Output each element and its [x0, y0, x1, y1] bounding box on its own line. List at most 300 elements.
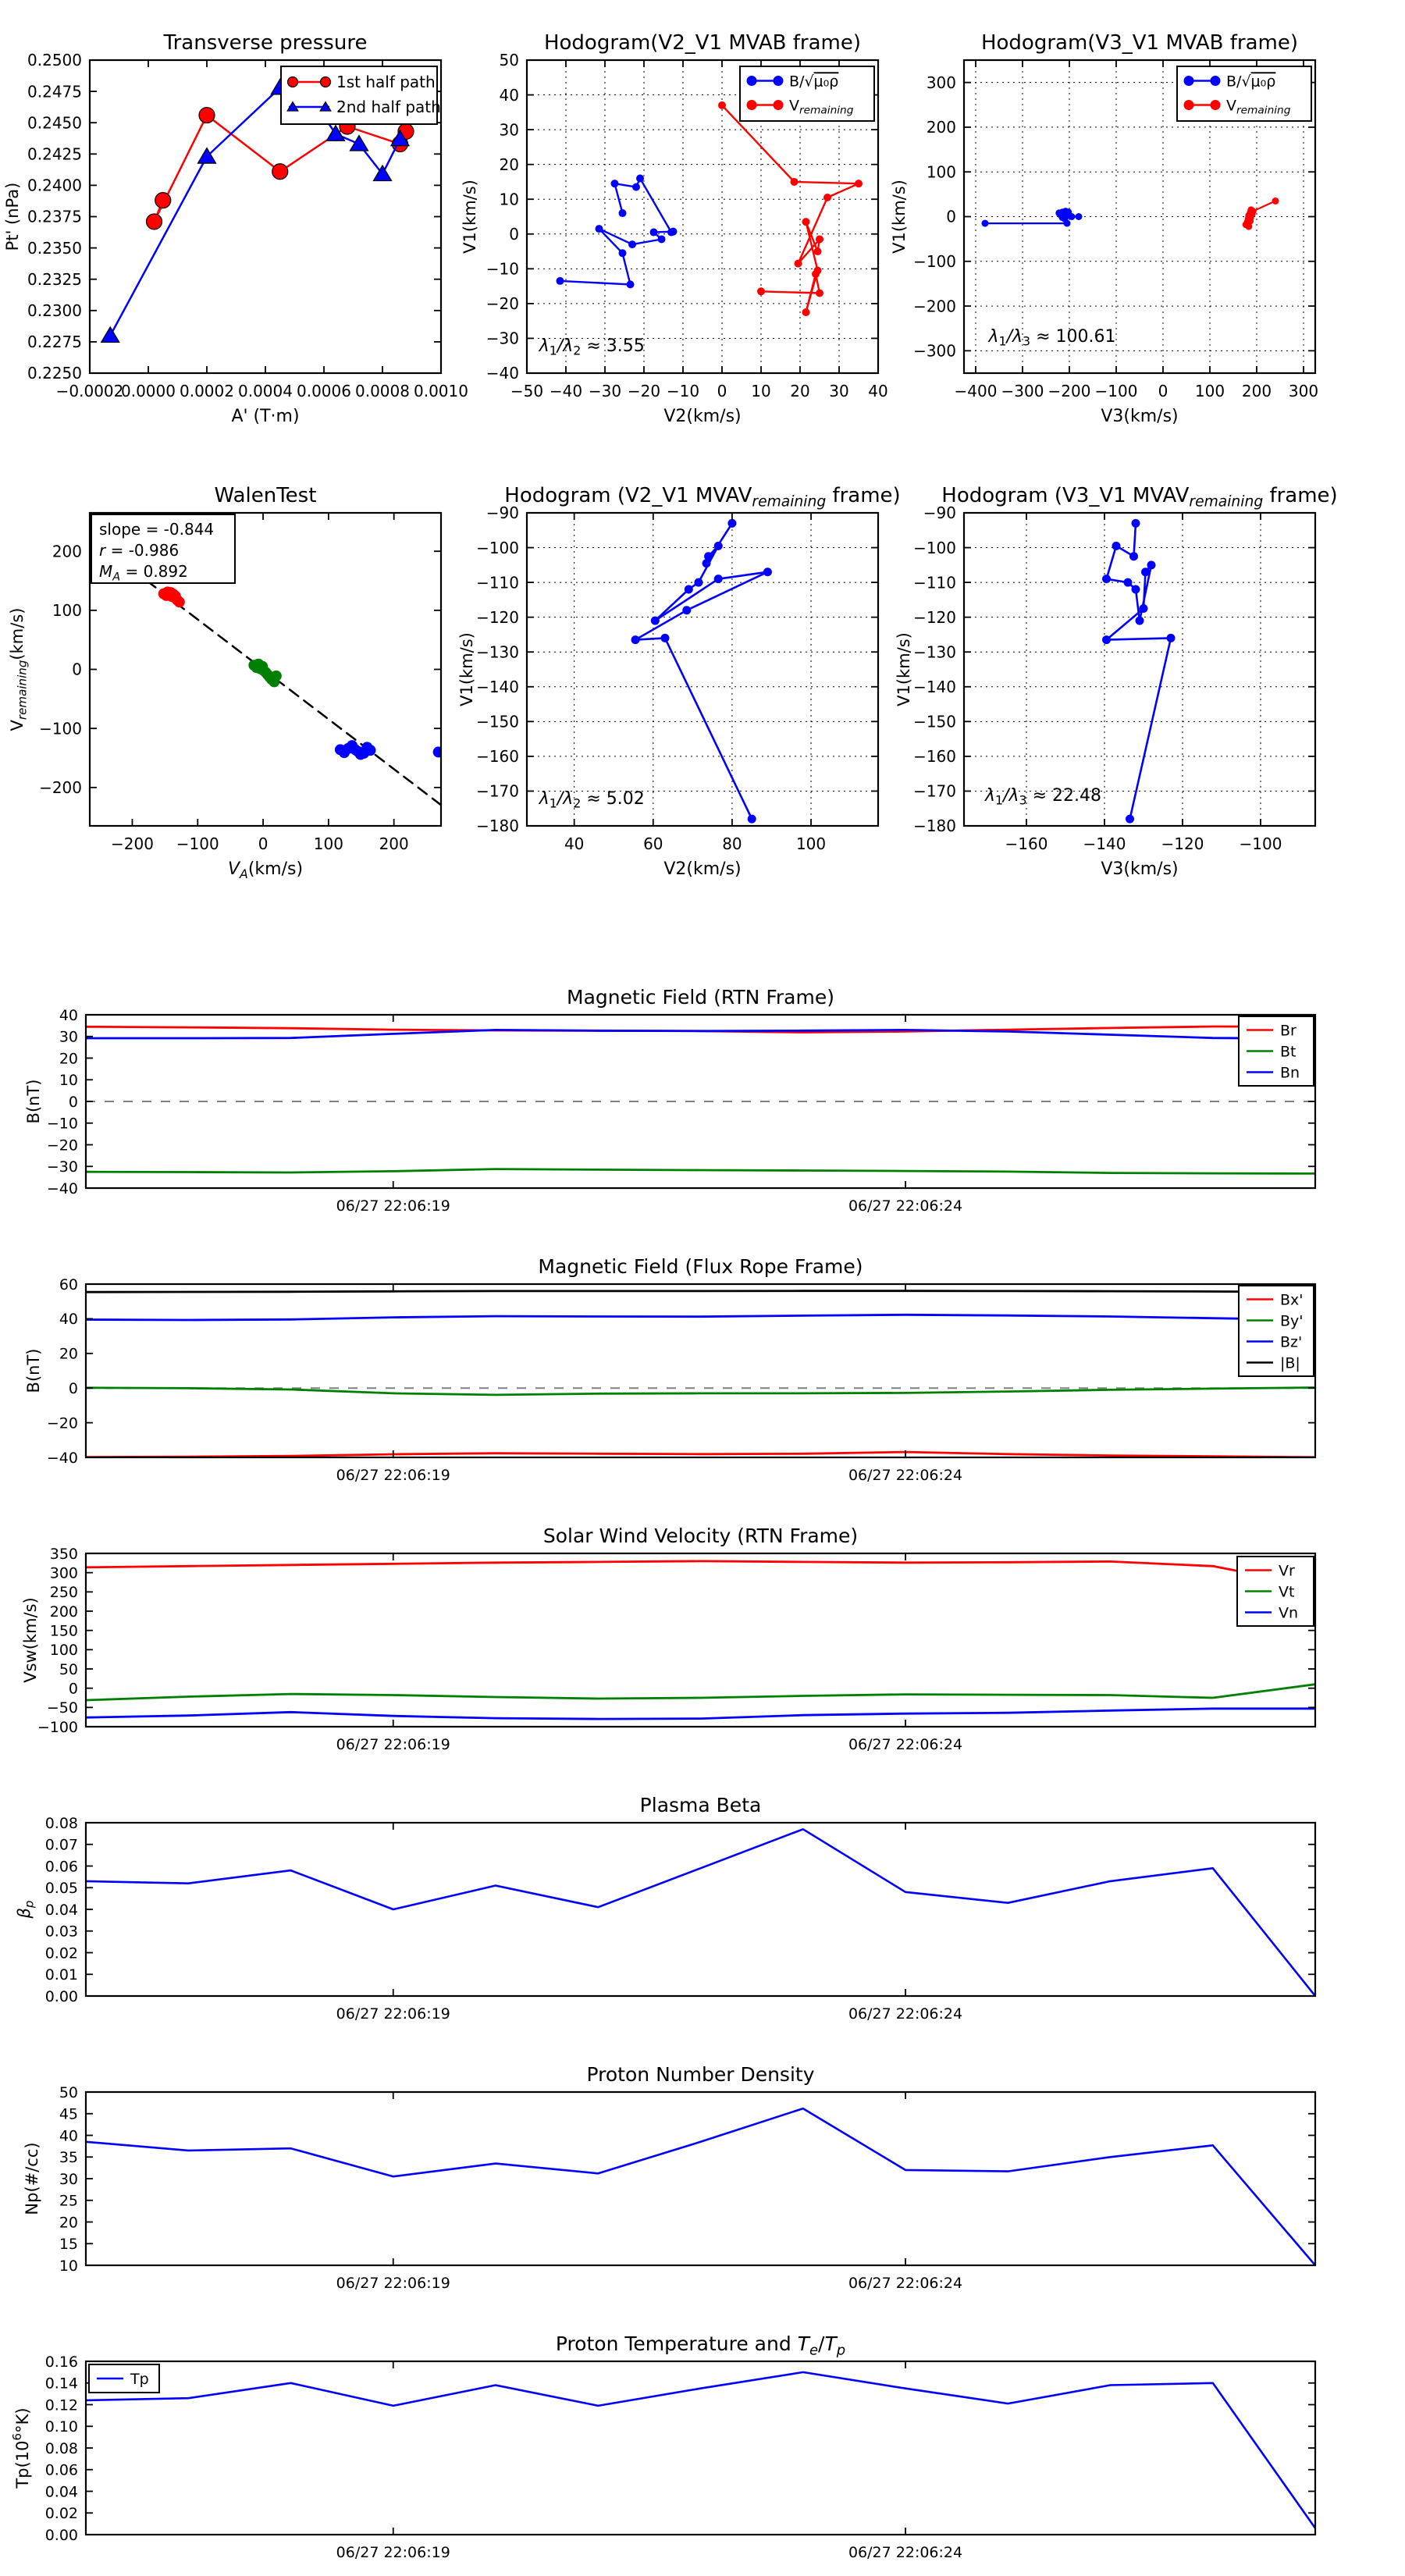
plot-proton-number-density-ytick-label: 50 — [59, 2083, 78, 2101]
plot-magnetic-field-flux-rope-ytick-label: 60 — [59, 1276, 78, 1293]
plot-walen-test-ytick-label: −200 — [39, 778, 82, 798]
plot-transverse-pressure-ytick-label: 0.2400 — [27, 176, 82, 195]
plot-hodogram-v2v1-mvab-xtick-label: 0 — [717, 382, 727, 400]
plot-magnetic-field-rtn-ytick-label: −30 — [46, 1158, 78, 1176]
axes-frame — [86, 2092, 1315, 2265]
plot-proton-number-density-xtick-label: 06/27 22:06:24 — [848, 2275, 963, 2292]
plot-plasma-beta-ytick-label: 0.08 — [44, 1814, 78, 1832]
plot-magnetic-field-rtn-xtick-label: 06/27 22:06:19 — [336, 1197, 450, 1215]
plot-hodogram-v3v1-mvav-xtick-label: −100 — [1239, 834, 1282, 853]
plot-solar-wind-velocity-xtick-label: 06/27 22:06:19 — [336, 1736, 450, 1753]
plot-magnetic-field-rtn-legend-label: Bt — [1280, 1043, 1297, 1061]
plot-proton-number-density-ytick-label: 15 — [59, 2236, 78, 2254]
plot-hodogram-v3v1-mvab-ylabel: V1(km/s) — [890, 180, 909, 254]
dot-marker — [632, 183, 640, 191]
plot-magnetic-field-flux-rope-xtick-label: 06/27 22:06:24 — [848, 1467, 963, 1484]
plot-walen-test-xtick-label: 0 — [258, 834, 269, 853]
plot-hodogram-v3v1-mvab-legend-label: B/√μ₀ρ — [1226, 73, 1276, 91]
plot-proton-temperature-xtick-label: 06/27 22:06:19 — [336, 2544, 450, 2561]
plot-magnetic-field-rtn-ytick-label: 0 — [68, 1093, 78, 1111]
plot-hodogram-v2v1-mvab-xtick-label: 30 — [829, 382, 849, 400]
dot-marker — [1112, 542, 1121, 550]
plot-magnetic-field-flux-rope-ylabel: B(nT) — [24, 1348, 43, 1393]
plot-magnetic-field-flux-rope-ytick-label: 40 — [59, 1311, 78, 1329]
plot-hodogram-v2v1-mvab-xtick-label: −30 — [588, 382, 622, 400]
dot-marker — [628, 240, 636, 248]
dot-marker — [774, 100, 784, 110]
plot-solar-wind-velocity-ytick-label: 150 — [49, 1622, 78, 1640]
plot-plasma-beta-xtick-label: 06/27 22:06:24 — [848, 2005, 963, 2023]
plot-magnetic-field-flux-rope — [24, 1255, 1315, 1484]
plot-hodogram-v2v1-mvav-ytick-label: −90 — [486, 503, 519, 523]
plot-hodogram-v2v1-mvab-ylabel: V1(km/s) — [461, 180, 479, 254]
plot-hodogram-v3v1-mvab-xtick-label: −100 — [1094, 382, 1138, 400]
plot-magnetic-field-flux-rope-series-B-magnitude — [86, 1291, 1315, 1293]
plot-plasma-beta-ytick-label: 0.06 — [44, 1858, 78, 1876]
plot-proton-temperature-ytick-label: 0.14 — [44, 2375, 78, 2393]
plot-proton-number-density — [23, 2063, 1315, 2292]
plot-hodogram-v2v1-mvav-ytick-label: −120 — [476, 607, 519, 627]
plot-magnetic-field-flux-rope-legend — [1239, 1286, 1314, 1376]
plot-magnetic-field-rtn-series-Bn — [86, 1030, 1315, 1038]
plot-hodogram-v2v1-mvab-xtick-label: 10 — [751, 382, 771, 400]
plot-hodogram-v3v1-mvab-xtick-label: 300 — [1288, 382, 1319, 400]
dot-marker — [747, 100, 757, 110]
plot-magnetic-field-rtn-series-Bt — [86, 1169, 1315, 1174]
plot-hodogram-v3v1-mvav-xlabel: V3(km/s) — [1101, 859, 1179, 879]
dot-marker — [1184, 76, 1194, 86]
plot-magnetic-field-flux-rope-series-Bx-prime — [86, 1452, 1315, 1457]
plot-proton-temperature-ytick-label: 0.08 — [44, 2439, 78, 2457]
plot-hodogram-v3v1-mvav-ylabel: V1(km/s) — [895, 632, 913, 706]
dot-marker — [636, 174, 644, 182]
plot-hodogram-v2v1-mvav — [457, 484, 901, 879]
plot-plasma-beta-xtick-label: 06/27 22:06:19 — [336, 2005, 450, 2023]
plot-plasma-beta-ytick-label: 0.03 — [44, 1923, 78, 1941]
plot-walen-test-infobox-line: $M_A = 0.892$ — [99, 562, 188, 584]
dot-marker — [816, 290, 823, 297]
circle-marker — [199, 108, 215, 123]
dot-marker — [1272, 197, 1279, 205]
plot-hodogram-v2v1-mvab-xtick-label: −50 — [510, 382, 544, 400]
plot-walen-test-xtick-label: 200 — [379, 834, 409, 853]
plot-plasma-beta-ylabel: $\beta_p$ — [15, 1900, 37, 1919]
plot-transverse-pressure-ytick-label: 0.2500 — [27, 51, 82, 70]
plot-hodogram-v2v1-mvab-xlabel: V2(km/s) — [663, 407, 742, 426]
plot-proton-temperature-legend — [89, 2364, 159, 2393]
plot-plasma-beta-ytick-label: 0.04 — [44, 1901, 78, 1919]
dot-marker — [619, 209, 627, 217]
plot-plasma-beta-title: Plasma Beta — [639, 1794, 762, 1816]
plot-hodogram-v2v1-mvab-ytick-label: 10 — [499, 190, 519, 209]
plot-plasma-beta-series-beta-p — [86, 1829, 1315, 1996]
plot-magnetic-field-flux-rope-series-Bz-prime — [86, 1315, 1315, 1320]
plot-transverse-pressure-ytick-label: 0.2450 — [27, 113, 82, 133]
plot-hodogram-v3v1-mvab-ytick-label: 200 — [926, 118, 956, 137]
dot-marker — [658, 235, 666, 243]
dot-marker — [650, 229, 658, 237]
axes-frame — [86, 1553, 1315, 1727]
plot-hodogram-v2v1-mvav-xtick-label: 60 — [643, 834, 663, 853]
plot-hodogram-v3v1-mvab-xtick-label: −300 — [1001, 382, 1044, 400]
plot-hodogram-v2v1-mvav-xtick-label: 40 — [564, 834, 585, 853]
plot-hodogram-v3v1-mvab-ytick-label: 300 — [926, 73, 956, 92]
plot-magnetic-field-flux-rope-legend-label: Bz' — [1280, 1333, 1303, 1351]
plot-hodogram-v2v1-mvab — [461, 31, 888, 426]
plot-magnetic-field-flux-rope-ytick-label: −40 — [46, 1449, 78, 1467]
plot-hodogram-v2v1-mvav-ytick-label: −130 — [476, 642, 519, 662]
dot-marker — [1245, 215, 1252, 222]
triangle-marker — [350, 135, 368, 151]
plot-hodogram-v3v1-mvab-ytick-label: −100 — [913, 251, 956, 271]
plot-plasma-beta-ytick-label: 0.00 — [44, 1987, 78, 2005]
plot-proton-temperature-ytick-label: 0.06 — [44, 2461, 78, 2479]
plot-magnetic-field-rtn-ytick-label: −20 — [46, 1137, 78, 1155]
dot-marker — [823, 194, 831, 201]
plot-transverse-pressure-xtick-label: 0.0004 — [238, 382, 293, 400]
triangle-marker — [373, 165, 391, 181]
plot-solar-wind-velocity-ytick-label: 100 — [49, 1642, 78, 1660]
plot-hodogram-v3v1-mvav-ytick-label: −170 — [913, 781, 956, 801]
plot-hodogram-v2v1-mvav-xtick-label: 80 — [722, 834, 742, 853]
dot-marker — [814, 247, 822, 255]
plot-proton-number-density-ytick-label: 20 — [59, 2214, 78, 2232]
circle-marker — [321, 77, 331, 87]
plot-hodogram-v2v1-mvav-ytick-label: −140 — [476, 677, 519, 696]
plot-hodogram-v2v1-mvav-ytick-label: −170 — [476, 781, 519, 801]
plot-walen-test-ylabel: $V_{remaining}(km/s)$ — [8, 607, 30, 731]
plot-hodogram-v3v1-mvab-xtick-label: 200 — [1241, 382, 1272, 400]
plot-hodogram-v2v1-mvab-xtick-label: −40 — [549, 382, 583, 400]
dot-marker — [1136, 617, 1144, 625]
plot-walen-test-xtick-label: 100 — [313, 834, 343, 853]
plot-hodogram-v3v1-mvab-xtick-label: 0 — [1158, 382, 1168, 400]
plot-hodogram-v2v1-mvab-ytick-label: −20 — [486, 294, 519, 314]
dot-marker — [1069, 213, 1076, 220]
plot-solar-wind-velocity-ytick-label: 300 — [49, 1564, 78, 1582]
dot-marker — [1141, 568, 1150, 576]
plot-transverse-pressure-xtick-label: 0.0008 — [355, 382, 410, 400]
dot-marker — [1147, 560, 1156, 569]
plot-hodogram-v2v1-mvab-xtick-label: −10 — [666, 382, 700, 400]
plot-hodogram-v3v1-mvav-annotation: $\lambda_1/\lambda_3 \approx 22.48$ — [985, 785, 1101, 808]
axes-frame — [527, 513, 878, 826]
plot-walen-test-ytick-label: 0 — [72, 660, 82, 679]
plot-hodogram-v3v1-mvab-ytick-label: 100 — [926, 162, 956, 182]
plot-hodogram-v3v1-mvab-legend — [1177, 66, 1311, 121]
plot-hodogram-v3v1-mvav-series-V-path — [1107, 523, 1172, 819]
plot-magnetic-field-rtn-ytick-label: 20 — [59, 1050, 78, 1068]
plot-hodogram-v2v1-mvav-ytick-label: −100 — [476, 538, 519, 557]
plot-transverse-pressure-xlabel: A' (T·m) — [231, 407, 300, 426]
plot-magnetic-field-rtn-legend-label: Br — [1280, 1022, 1297, 1040]
plot-solar-wind-velocity-ytick-label: −100 — [37, 1718, 78, 1736]
plot-hodogram-v2v1-mvab-ytick-label: −40 — [486, 364, 519, 383]
plot-magnetic-field-flux-rope-legend-label: |B| — [1280, 1354, 1300, 1372]
plot-hodogram-v2v1-mvav-ytick-label: −110 — [476, 573, 519, 592]
dot-marker — [651, 617, 660, 625]
plot-hodogram-v3v1-mvab — [890, 31, 1318, 426]
circle-marker — [147, 214, 162, 229]
dot-marker — [774, 76, 784, 86]
plot-transverse-pressure-ytick-label: 0.2250 — [27, 364, 82, 383]
plot-transverse-pressure-ytick-label: 0.2375 — [27, 207, 82, 226]
plot-hodogram-v3v1-mvab-ytick-label: −300 — [913, 341, 956, 361]
plot-transverse-pressure-xtick-label: 0.0010 — [414, 382, 468, 400]
plot-walen-test-ytick-label: 100 — [52, 601, 82, 621]
plot-magnetic-field-flux-rope-legend-label: Bx' — [1280, 1291, 1304, 1309]
plot-hodogram-v2v1-mvav-xlabel: V2(km/s) — [663, 859, 742, 879]
plot-hodogram-v3v1-mvab-xtick-label: −200 — [1048, 382, 1091, 400]
plot-solar-wind-velocity-legend — [1237, 1557, 1314, 1626]
dot-marker — [704, 552, 713, 560]
plot-proton-temperature — [10, 2332, 1315, 2561]
plot-hodogram-v2v1-mvav-annotation: $\lambda_1/\lambda_2 \approx 5.02$ — [539, 788, 645, 811]
plot-hodogram-v2v1-mvab-ytick-label: 20 — [499, 155, 519, 174]
plot-magnetic-field-flux-rope-series-By-prime — [86, 1388, 1315, 1395]
plot-solar-wind-velocity-title: Solar Wind Velocity (RTN Frame) — [542, 1525, 859, 1547]
plot-solar-wind-velocity-legend-label: Vr — [1279, 1562, 1295, 1580]
plot-proton-temperature-ytick-label: 0.10 — [44, 2418, 78, 2436]
dot-marker — [660, 634, 669, 642]
axes-frame — [86, 1284, 1315, 1457]
plot-walen-test-title: WalenTest — [214, 484, 317, 507]
plot-hodogram-v2v1-mvab-ytick-label: −10 — [486, 259, 519, 279]
plot-transverse-pressure-ytick-label: 0.2275 — [27, 333, 82, 352]
dot-marker — [667, 229, 675, 237]
plot-proton-temperature-ytick-label: 0.00 — [44, 2526, 78, 2544]
plot-magnetic-field-rtn-ytick-label: 40 — [59, 1006, 78, 1024]
plot-plasma-beta-ytick-label: 0.02 — [44, 1944, 78, 1962]
plot-magnetic-field-flux-rope-ytick-label: 0 — [68, 1380, 78, 1398]
plot-magnetic-field-rtn-ytick-label: 30 — [59, 1028, 78, 1046]
dot-marker — [631, 635, 640, 644]
plot-walen-test-infobox-line: r = -0.986 — [99, 541, 180, 560]
dot-marker — [812, 270, 820, 278]
plot-solar-wind-velocity-series-Vt — [86, 1685, 1315, 1700]
plot-hodogram-v2v1-mvab-legend — [740, 66, 874, 121]
plot-proton-number-density-ytick-label: 35 — [59, 2149, 78, 2167]
plot-hodogram-v3v1-mvab-xtick-label: −400 — [954, 382, 998, 400]
dot-marker — [174, 596, 185, 607]
plot-solar-wind-velocity-series-Vr — [86, 1561, 1315, 1586]
plot-solar-wind-velocity-ylabel: Vsw(km/s) — [21, 1597, 40, 1683]
dot-marker — [433, 746, 444, 757]
plot-magnetic-field-flux-rope-xtick-label: 06/27 22:06:19 — [336, 1467, 450, 1484]
dot-marker — [757, 287, 765, 295]
dot-marker — [763, 568, 772, 576]
dot-marker — [816, 235, 823, 243]
plot-transverse-pressure-ytick-label: 0.2325 — [27, 269, 82, 289]
plot-hodogram-v3v1-mvab-ytick-label: 0 — [946, 207, 956, 226]
plot-solar-wind-velocity-legend-label: Vn — [1279, 1604, 1299, 1622]
dot-marker — [694, 578, 702, 587]
dot-marker — [596, 225, 603, 233]
plot-hodogram-v2v1-mvav-series-V-path — [635, 523, 767, 819]
plot-transverse-pressure-xtick-label: 0.0002 — [180, 382, 234, 400]
dot-marker — [747, 76, 757, 86]
plot-hodogram-v2v1-mvav-ytick-label: −150 — [476, 712, 519, 731]
plot-plasma-beta-ytick-label: 0.01 — [44, 1966, 78, 1984]
plot-transverse-pressure-xtick-label: 0.0006 — [297, 382, 351, 400]
plot-hodogram-v2v1-mvab-ytick-label: −30 — [486, 329, 519, 348]
dot-marker — [718, 101, 726, 109]
dot-marker — [1102, 635, 1111, 644]
dot-marker — [685, 585, 693, 594]
plot-hodogram-v2v1-mvab-legend-label: $V_{remaining}$ — [789, 97, 854, 117]
plot-hodogram-v3v1-mvav-ytick-label: −130 — [913, 642, 956, 662]
plot-transverse-pressure-title: Transverse pressure — [163, 31, 368, 55]
plot-solar-wind-velocity-xtick-label: 06/27 22:06:24 — [848, 1736, 963, 1753]
axes-frame — [86, 1015, 1315, 1188]
plot-hodogram-v2v1-mvav-ytick-label: −180 — [476, 817, 519, 836]
plot-hodogram-v3v1-mvav-ytick-label: −100 — [913, 538, 956, 557]
dot-marker — [1102, 575, 1111, 583]
plot-hodogram-v3v1-mvav-xtick-label: −140 — [1083, 834, 1126, 853]
dot-marker — [982, 220, 989, 227]
plot-magnetic-field-rtn — [24, 986, 1315, 1215]
plot-hodogram-v3v1-mvav-ytick-label: −140 — [913, 677, 956, 696]
plot-plasma-beta-ytick-label: 0.05 — [44, 1880, 78, 1898]
plot-walen-test-ytick-label: −100 — [39, 719, 82, 738]
dot-marker — [619, 249, 627, 257]
plot-hodogram-v2v1-mvab-series-V-remaining — [722, 105, 859, 312]
dot-marker — [271, 671, 282, 681]
plot-walen-test-infobox-line: slope = -0.844 — [99, 520, 215, 539]
plot-plasma-beta — [15, 1794, 1315, 2023]
plot-plasma-beta-ytick-label: 0.07 — [44, 1836, 78, 1854]
plot-transverse-pressure-legend-label: 2nd half path — [336, 98, 441, 117]
plot-magnetic-field-rtn-legend-label: Bn — [1280, 1064, 1300, 1082]
plot-proton-number-density-xtick-label: 06/27 22:06:19 — [336, 2275, 450, 2292]
plot-solar-wind-velocity-series-Vn — [86, 1709, 1315, 1719]
plot-hodogram-v3v1-mvab-xtick-label: 100 — [1194, 382, 1225, 400]
plot-hodogram-v2v1-mvab-ytick-label: 0 — [509, 224, 519, 244]
plot-hodogram-v3v1-mvav-title: Hodogram (V3_V1 $MVAV_{remaining}$ frame) — [941, 484, 1338, 511]
plot-proton-temperature-ylabel: $Tp(10^6^\circ K)$ — [10, 2407, 32, 2489]
dot-marker — [1211, 100, 1221, 110]
plot-solar-wind-velocity-ytick-label: −50 — [46, 1699, 78, 1717]
plot-transverse-pressure-ytick-label: 0.2425 — [27, 144, 82, 164]
plot-solar-wind-velocity-ytick-label: 350 — [49, 1545, 78, 1563]
plot-proton-number-density-ylabel: Np(#/cc) — [23, 2142, 41, 2215]
plot-hodogram-v2v1-mvab-legend-label: B/√μ₀ρ — [789, 73, 839, 91]
plot-transverse-pressure-legend-label: 1st half path — [336, 73, 436, 92]
plot-transverse-pressure — [3, 31, 468, 426]
circle-marker — [155, 193, 171, 208]
plot-hodogram-v3v1-mvav-ytick-label: −120 — [913, 607, 956, 627]
axes-frame — [86, 1823, 1315, 1996]
plot-proton-temperature-xtick-label: 06/27 22:06:24 — [848, 2544, 963, 2561]
plot-magnetic-field-flux-rope-title: Magnetic Field (Flux Rope Frame) — [538, 1255, 863, 1278]
plot-hodogram-v2v1-mvav-ylabel: V1(km/s) — [457, 632, 476, 706]
plot-magnetic-field-flux-rope-legend-label: By' — [1280, 1312, 1304, 1330]
plot-hodogram-v3v1-mvab-legend-label: $V_{remaining}$ — [1226, 97, 1291, 117]
plot-hodogram-v2v1-mvab-ytick-label: 40 — [499, 85, 519, 105]
dot-marker — [1167, 634, 1176, 642]
plot-magnetic-field-rtn-ytick-label: 10 — [59, 1072, 78, 1090]
dot-marker — [1132, 519, 1140, 528]
plot-magnetic-field-flux-rope-ytick-label: 20 — [59, 1345, 78, 1363]
dot-marker — [365, 745, 375, 756]
plot-proton-temperature-title: Proton Temperature and $T_e/T_p$ — [555, 2332, 846, 2359]
dot-marker — [748, 815, 756, 824]
plot-hodogram-v2v1-mvav-xtick-label: 100 — [795, 834, 827, 853]
plot-hodogram-v2v1-mvab-annotation: $\lambda_1/\lambda_2 \approx 3.55$ — [539, 336, 645, 358]
dot-marker — [795, 260, 802, 268]
dot-marker — [557, 277, 564, 285]
dot-marker — [1132, 585, 1140, 594]
plot-walen-test — [8, 484, 444, 881]
plot-proton-temperature-legend-label: Tp — [130, 2370, 149, 2388]
plot-proton-temperature-series-Tp — [86, 2372, 1315, 2528]
dot-marker — [1124, 578, 1133, 587]
plot-solar-wind-velocity — [21, 1525, 1315, 1753]
plot-proton-temperature-ytick-label: 0.12 — [44, 2396, 78, 2414]
plot-transverse-pressure-ylabel: Pt' (nPa) — [3, 182, 22, 251]
plot-magnetic-field-rtn-title: Magnetic Field (RTN Frame) — [567, 986, 834, 1009]
plot-hodogram-v3v1-mvav-ytick-label: −110 — [913, 573, 956, 592]
plot-solar-wind-velocity-ytick-label: 0 — [68, 1680, 78, 1698]
plot-hodogram-v3v1-mvav-xtick-label: −160 — [1005, 834, 1048, 853]
dot-marker — [1211, 76, 1221, 86]
plot-magnetic-field-rtn-legend — [1239, 1016, 1314, 1086]
dot-marker — [714, 575, 723, 583]
plot-hodogram-v2v1-mvab-ytick-label: 30 — [499, 120, 519, 140]
circle-marker — [288, 77, 298, 87]
plot-hodogram-v3v1-mvav-ytick-label: −160 — [913, 747, 956, 767]
plot-transverse-pressure-xtick-label: −0.0002 — [55, 382, 124, 400]
plot-hodogram-v3v1-mvab-xlabel: V3(km/s) — [1101, 407, 1179, 426]
dot-marker — [1126, 815, 1134, 824]
dot-marker — [802, 218, 810, 226]
plot-hodogram-v2v1-mvab-xtick-label: −20 — [627, 382, 661, 400]
plot-magnetic-field-rtn-xtick-label: 06/27 22:06:24 — [848, 1197, 963, 1215]
dot-marker — [1184, 100, 1194, 110]
plot-magnetic-field-rtn-ylabel: B(nT) — [24, 1079, 43, 1124]
plot-solar-wind-velocity-ytick-label: 50 — [59, 1660, 78, 1678]
plot-hodogram-v3v1-mvab-title: Hodogram(V3_V1 MVAB frame) — [980, 31, 1299, 55]
plot-transverse-pressure-ytick-label: 0.2475 — [27, 82, 82, 101]
dot-marker — [1076, 213, 1083, 220]
plot-magnetic-field-rtn-ytick-label: −10 — [46, 1115, 78, 1133]
plot-proton-number-density-title: Proton Number Density — [586, 2063, 815, 2086]
plot-walen-test-ytick-label: 200 — [52, 542, 82, 561]
plot-proton-temperature-ytick-label: 0.16 — [44, 2353, 78, 2371]
dot-marker — [791, 178, 799, 186]
plot-proton-temperature-ytick-label: 0.04 — [44, 2483, 78, 2501]
plot-hodogram-v2v1-mvav-ytick-label: −160 — [476, 747, 519, 767]
plot-hodogram-v3v1-mvab-annotation: $\lambda_1/\lambda_3 \approx 100.61$ — [988, 326, 1116, 349]
plot-magnetic-field-flux-rope-ytick-label: −20 — [46, 1414, 78, 1432]
axes-frame — [86, 2361, 1315, 2535]
plot-hodogram-v3v1-mvav-ytick-label: −180 — [913, 817, 956, 836]
plot-proton-number-density-series-Np — [86, 2108, 1315, 2265]
plot-proton-number-density-ytick-label: 40 — [59, 2127, 78, 2145]
dot-marker — [611, 180, 619, 187]
plot-transverse-pressure-ytick-label: 0.2300 — [27, 301, 82, 320]
plot-proton-number-density-ytick-label: 30 — [59, 2170, 78, 2188]
plot-solar-wind-velocity-legend-label: Vt — [1279, 1583, 1295, 1601]
plot-hodogram-v3v1-mvav-ytick-label: −150 — [913, 712, 956, 731]
dot-marker — [627, 280, 635, 288]
plot-hodogram-v2v1-mvab-xtick-label: 20 — [790, 382, 810, 400]
plot-solar-wind-velocity-ytick-label: 200 — [49, 1603, 78, 1621]
plot-transverse-pressure-ytick-label: 0.2350 — [27, 238, 82, 258]
plot-proton-number-density-ytick-label: 45 — [59, 2105, 78, 2123]
plot-transverse-pressure-legend — [281, 66, 441, 124]
dot-marker — [714, 542, 723, 550]
